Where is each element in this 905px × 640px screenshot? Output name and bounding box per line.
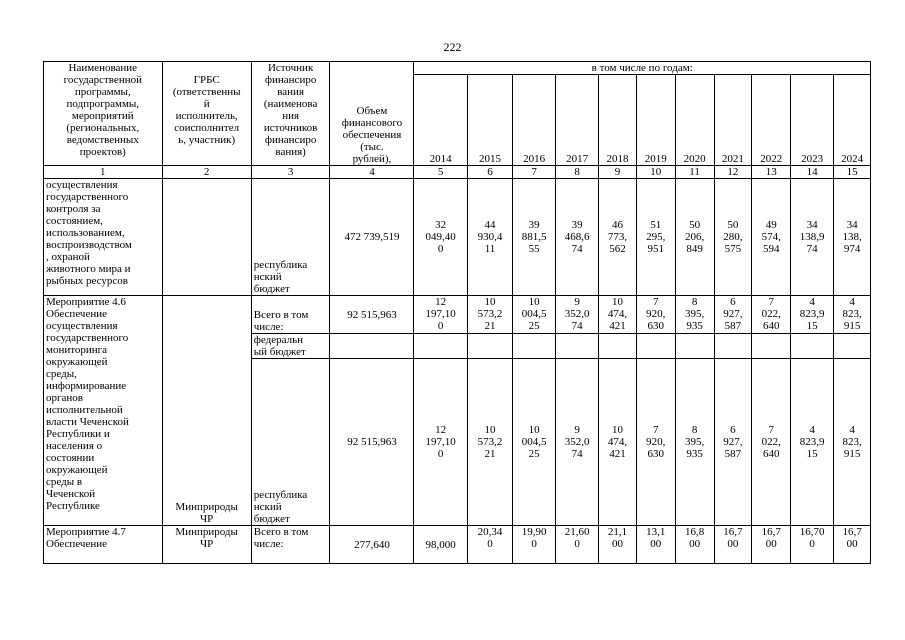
- year-value: 16,8 00: [675, 526, 714, 564]
- year-value: 21,60 0: [556, 526, 599, 564]
- header-grbs: ГРБС (ответственны й исполнитель, соисполнител ь, участник): [162, 62, 251, 166]
- row-name: осуществления государственного контроля за состоянием, использованием, воспроизводством , охраной животного мира и рыбных ресурсов: [44, 179, 163, 296]
- year-header: 2024: [834, 75, 871, 166]
- year-value: 50 206, 849: [675, 179, 714, 296]
- row-source: Всего в том числе:: [251, 296, 330, 334]
- year-value: [599, 334, 637, 359]
- year-value: [752, 334, 791, 359]
- year-value: 8 395, 935: [675, 359, 714, 526]
- year-value: 12 197,10 0: [414, 359, 468, 526]
- row-source: республика нский бюджет: [251, 359, 330, 526]
- year-header: 2016: [513, 75, 556, 166]
- year-value: 8 395, 935: [675, 296, 714, 334]
- year-value: 4 823, 915: [834, 359, 871, 526]
- year-value: 16,7 00: [752, 526, 791, 564]
- column-number: 10: [636, 166, 675, 179]
- year-value: 12 197,10 0: [414, 296, 468, 334]
- column-number: 11: [675, 166, 714, 179]
- table-row: [44, 296, 871, 334]
- row-grbs: [162, 179, 251, 296]
- table-row: [44, 179, 871, 296]
- year-header: 2018: [599, 75, 637, 166]
- year-value: 7 022, 640: [752, 359, 791, 526]
- year-value: 98,000: [414, 526, 468, 564]
- financing-table: [43, 61, 871, 564]
- year-value: [556, 334, 599, 359]
- column-number: 7: [513, 166, 556, 179]
- year-value: [714, 334, 752, 359]
- column-number: 1: [44, 166, 163, 179]
- row-grbs: Минприроды ЧР: [162, 526, 251, 564]
- year-value: 4 823, 915: [834, 296, 871, 334]
- year-value: 9 352,0 74: [556, 359, 599, 526]
- year-value: 6 927, 587: [714, 359, 752, 526]
- row-volume: 277,640: [330, 526, 414, 564]
- year-value: 13,1 00: [636, 526, 675, 564]
- year-value: [675, 334, 714, 359]
- column-number: 6: [467, 166, 512, 179]
- year-value: 16,7 00: [714, 526, 752, 564]
- column-number: 14: [791, 166, 834, 179]
- year-value: 10 474, 421: [599, 296, 637, 334]
- column-number: 4: [330, 166, 414, 179]
- column-number: 5: [414, 166, 468, 179]
- column-number: 13: [752, 166, 791, 179]
- year-value: 16,7 00: [834, 526, 871, 564]
- column-number: 3: [251, 166, 330, 179]
- year-value: [834, 334, 871, 359]
- year-value: 9 352,0 74: [556, 296, 599, 334]
- year-value: 19,90 0: [513, 526, 556, 564]
- page-number: 222: [443, 40, 462, 54]
- year-value: 7 022, 640: [752, 296, 791, 334]
- year-value: 39 881,5 55: [513, 179, 556, 296]
- header-source: Источник финансиро вания (наименова ния источников финансиро вания): [251, 62, 330, 166]
- row-grbs: Минприроды ЧР: [162, 296, 251, 526]
- year-value: [513, 334, 556, 359]
- column-number: 12: [714, 166, 752, 179]
- year-header: 2020: [675, 75, 714, 166]
- year-value: 16,70 0: [791, 526, 834, 564]
- year-header: 2022: [752, 75, 791, 166]
- year-value: [467, 334, 512, 359]
- year-value: [636, 334, 675, 359]
- year-value: 51 295, 951: [636, 179, 675, 296]
- year-value: 10 004,5 25: [513, 296, 556, 334]
- year-header: 2019: [636, 75, 675, 166]
- year-value: [791, 334, 834, 359]
- year-value: 7 920, 630: [636, 296, 675, 334]
- year-header: 2015: [467, 75, 512, 166]
- year-value: 39 468,6 74: [556, 179, 599, 296]
- column-number: 9: [599, 166, 637, 179]
- year-value: 34 138, 974: [834, 179, 871, 296]
- year-value: 4 823,9 15: [791, 296, 834, 334]
- header-volume: Объем финансового обеспечения (тыс. рублей),: [330, 62, 414, 166]
- column-number: 15: [834, 166, 871, 179]
- year-value: 46 773, 562: [599, 179, 637, 296]
- year-value: 7 920, 630: [636, 359, 675, 526]
- year-value: 49 574, 594: [752, 179, 791, 296]
- row-volume: 92 515,963: [330, 296, 414, 334]
- year-value: 21,1 00: [599, 526, 637, 564]
- year-header: 2014: [414, 75, 468, 166]
- row-name: Мероприятие 4.7 Обеспечение: [44, 526, 163, 564]
- year-header: 2021: [714, 75, 752, 166]
- year-value: 10 573,2 21: [467, 359, 512, 526]
- row-source: республика нский бюджет: [251, 179, 330, 296]
- year-value: 50 280, 575: [714, 179, 752, 296]
- year-header: 2017: [556, 75, 599, 166]
- year-value: 10 004,5 25: [513, 359, 556, 526]
- year-value: 10 573,2 21: [467, 296, 512, 334]
- year-header: 2023: [791, 75, 834, 166]
- year-value: 20,34 0: [467, 526, 512, 564]
- row-name: Мероприятие 4.6 Обеспечение осуществления государственного мониторинга окружающей среды, информирование органов исполнительной власти Чеченской Республики и населения о состоянии окружающей среды в Чеченской Республике: [44, 296, 163, 526]
- row-volume: [330, 334, 414, 359]
- column-number: 8: [556, 166, 599, 179]
- row-source: федеральн ый бюджет: [251, 334, 330, 359]
- row-source: Всего в том числе:: [251, 526, 330, 564]
- row-volume: 92 515,963: [330, 359, 414, 526]
- column-number: 2: [162, 166, 251, 179]
- table-row: [44, 526, 871, 564]
- row-volume: 472 739,519: [330, 179, 414, 296]
- year-value: [414, 334, 468, 359]
- year-value: 32 049,40 0: [414, 179, 468, 296]
- year-value: 44 930,4 11: [467, 179, 512, 296]
- year-value: 34 138,9 74: [791, 179, 834, 296]
- year-value: 10 474, 421: [599, 359, 637, 526]
- year-value: 4 823,9 15: [791, 359, 834, 526]
- header-years-group: в том числе по годам:: [414, 62, 871, 75]
- header-name: Наименование государственной программы, подпрограммы, мероприятий (региональных, ведомственных проектов): [44, 62, 163, 166]
- year-value: 6 927, 587: [714, 296, 752, 334]
